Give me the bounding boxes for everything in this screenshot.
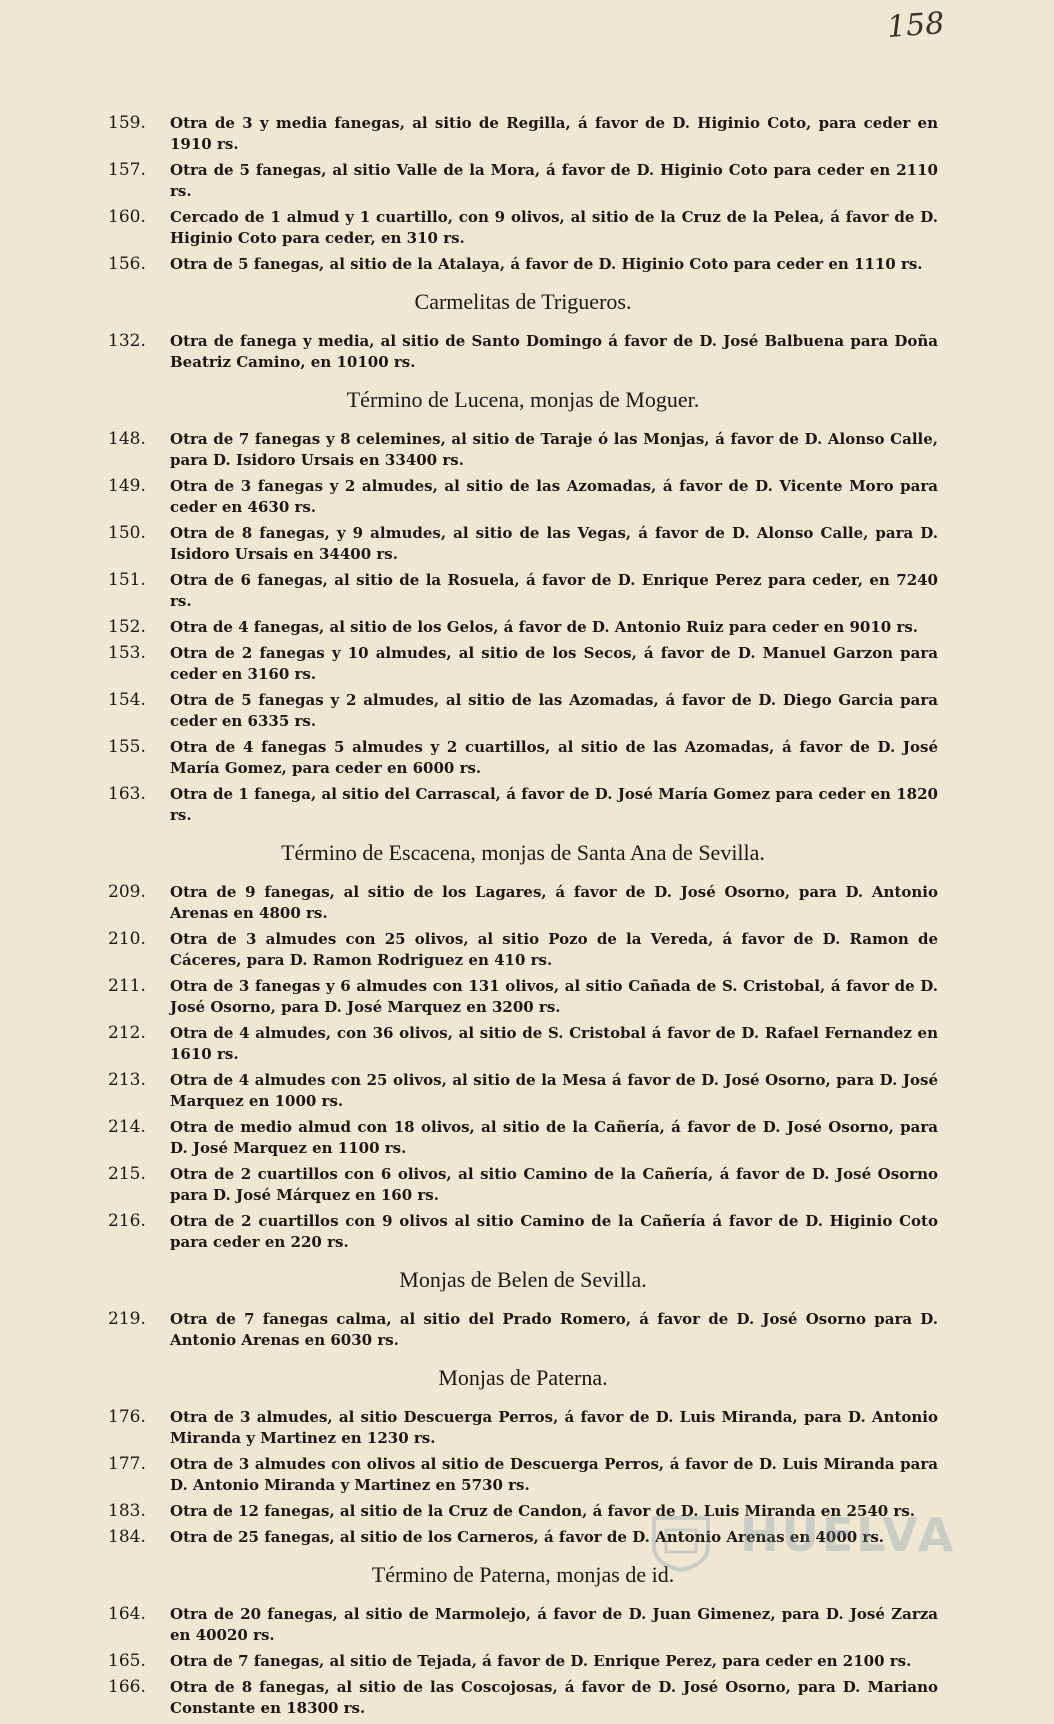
list-item	[108, 160, 938, 202]
entry-text: Otra de 7 fanegas calma, al sitio del Prado Romero, á favor de D. José Osorno para D. Antonio Arenas en 6030 rs.	[170, 1310, 938, 1349]
entry-number: 159.	[108, 113, 146, 133]
list-item	[108, 882, 938, 924]
entry-text: Otra de fanega y media, al sitio de Santo Domingo á favor de D. José Balbuena para Doña Beatriz Camino, en 10100 rs.	[170, 332, 938, 371]
entry-text: Otra de 4 fanegas 5 almudes y 2 cuartillos, al sitio de las Azomadas, á favor de D. José María Gomez, para ceder en 6000 rs.	[170, 738, 938, 777]
list-item	[108, 570, 938, 612]
entry-number: 156.	[108, 254, 146, 274]
entry-text: Otra de 4 fanegas, al sitio de los Gelos, á favor de D. Antonio Ruiz para ceder en 9010 rs.	[170, 618, 919, 636]
entry-number: 215.	[108, 1164, 146, 1184]
list-item	[108, 476, 938, 518]
section-heading: Monjas de Belen de Sevilla.	[399, 1267, 647, 1292]
entry-text: Otra de 5 fanegas, al sitio Valle de la Mora, á favor de D. Higinio Coto para ceder en 2110 rs.	[170, 161, 938, 200]
entry-text: Otra de 9 fanegas, al sitio de los Lagares, á favor de D. José Osorno, para D. Antonio Arenas en 4800 rs.	[170, 883, 938, 922]
entry-text: Otra de 8 fanegas, al sitio de las Coscojosas, á favor de D. José Osorno, para D. Mariano Constante en 18300 rs.	[170, 1678, 938, 1717]
list-item	[108, 643, 938, 685]
entry-text: Cercado de 1 almud y 1 cuartillo, con 9 olivos, al sitio de la Cruz de la Pelea, á favor de D. Higinio Coto para ceder, en 310 rs.	[170, 208, 938, 247]
entry-number: 149.	[108, 476, 146, 496]
list-item	[108, 690, 938, 732]
list-item	[108, 429, 938, 471]
list-item	[108, 1651, 938, 1672]
entry-number: 212.	[108, 1023, 146, 1043]
entry-text: Otra de 3 fanegas y 6 almudes con 131 olivos, al sitio Cañada de S. Cristobal, á favor de D. José Osorno, para D. José Marquez en 3200 rs.	[170, 977, 938, 1016]
list-item	[108, 331, 938, 373]
list-item	[108, 113, 938, 155]
list-item	[108, 737, 938, 779]
entry-text: Otra de 3 almudes con 25 olivos, al sitio Pozo de la Vereda, á favor de D. Ramon de Cáceres, para D. Ramon Rodriguez en 410 rs.	[170, 930, 938, 969]
entry-number: 155.	[108, 737, 146, 757]
entry-text: Otra de 3 fanegas y 2 almudes, al sitio de las Azomadas, á favor de D. Vicente Moro para ceder en 4630 rs.	[170, 477, 938, 516]
entry-number: 152.	[108, 617, 146, 637]
entry-number: 166.	[108, 1677, 146, 1697]
list-item	[108, 1454, 938, 1496]
entry-number: 183.	[108, 1501, 146, 1521]
section-heading: Monjas de Paterna.	[438, 1365, 608, 1390]
entry-number: 132.	[108, 331, 146, 351]
entry-number: 209.	[108, 882, 146, 902]
entry-number: 184.	[108, 1527, 146, 1547]
section-heading: Término de Paterna, monjas de id.	[371, 1562, 675, 1587]
entry-number: 148.	[108, 429, 146, 449]
entry-text: Otra de 3 almudes con olivos al sitio de Descuerga Perros, á favor de D. Luis Miranda para D. Antonio Miranda y Martinez en 5730 rs.	[170, 1455, 938, 1494]
entry-number: 219.	[108, 1309, 146, 1329]
entry-number: 154.	[108, 690, 146, 710]
section-heading: Carmelitas de Trigueros.	[414, 289, 632, 314]
watermark-text: HUELVA	[740, 1508, 957, 1562]
list-item	[108, 1117, 938, 1159]
entry-text: Otra de 2 cuartillos con 6 olivos, al sitio Camino de la Cañería, á favor de D. José Osorno para D. José Márquez en 160 rs.	[170, 1165, 938, 1204]
section-heading: Término de Lucena, monjas de Moguer.	[346, 387, 700, 412]
entry-number: 157.	[108, 160, 146, 180]
entry-number: 164.	[108, 1604, 146, 1624]
entry-number: 165.	[108, 1651, 146, 1671]
list-item	[108, 1023, 938, 1065]
page-number: 158	[885, 6, 946, 45]
shield-icon	[650, 1514, 712, 1572]
entry-number: 163.	[108, 784, 146, 804]
list-item	[108, 1070, 938, 1112]
entry-text: Otra de 2 fanegas y 10 almudes, al sitio de los Secos, á favor de D. Manuel Garzon para ceder en 3160 rs.	[170, 644, 938, 683]
list-item	[108, 784, 938, 826]
list-item	[108, 1309, 938, 1351]
entry-number: 151.	[108, 570, 146, 590]
entry-text: Otra de 7 fanegas, al sitio de Tejada, á favor de D. Enrique Perez, para ceder en 2100 rs.	[170, 1652, 912, 1670]
entry-text: Otra de 12 fanegas, al sitio de la Cruz de Candon, á favor de D. Luis Miranda en 2540 rs.	[170, 1502, 916, 1520]
entry-number: 150.	[108, 523, 146, 543]
list-item	[108, 207, 938, 249]
entry-text: Otra de 1 fanega, al sitio del Carrascal, á favor de D. José María Gomez para ceder en 1820 rs.	[170, 785, 938, 824]
document-content	[108, 113, 938, 1724]
list-item	[108, 1407, 938, 1449]
entry-text: Otra de 2 cuartillos con 9 olivos al sitio Camino de la Cañería á favor de D. Higinio Coto para ceder en 220 rs.	[170, 1212, 938, 1251]
section-heading: Término de Escacena, monjas de Santa Ana de Sevilla.	[281, 840, 765, 865]
entry-number: 176.	[108, 1407, 146, 1427]
entry-text: Otra de 25 fanegas, al sitio de los Carneros, á favor de D. Antonio Arenas en 4000 rs.	[170, 1528, 885, 1546]
entry-text: Otra de 8 fanegas, y 9 almudes, al sitio de las Vegas, á favor de D. Alonso Calle, para D. Isidoro Ursais en 34400 rs.	[170, 524, 938, 563]
entry-text: Otra de 5 fanegas y 2 almudes, al sitio de las Azomadas, á favor de D. Diego Garcia para ceder en 6335 rs.	[170, 691, 938, 730]
entry-number: 211.	[108, 976, 146, 996]
entry-text: Otra de 4 almudes con 25 olivos, al sitio de la Mesa á favor de D. José Osorno, para D. José Marquez en 1000 rs.	[170, 1071, 938, 1110]
list-item	[108, 617, 938, 638]
archive-watermark	[650, 1508, 980, 1578]
entry-number: 177.	[108, 1454, 146, 1474]
entry-text: Otra de 7 fanegas y 8 celemines, al sitio de Taraje ó las Monjas, á favor de D. Alonso Calle, para D. Isidoro Ursais en 33400 rs.	[170, 430, 938, 469]
list-item	[108, 523, 938, 565]
entry-number: 153.	[108, 643, 146, 663]
list-item	[108, 1677, 938, 1719]
entry-number: 216.	[108, 1211, 146, 1231]
list-item	[108, 1211, 938, 1253]
entry-text: Otra de 6 fanegas, al sitio de la Rosuela, á favor de D. Enrique Perez para ceder, en 7240 rs.	[170, 571, 938, 610]
entry-number: 160.	[108, 207, 146, 227]
list-item	[108, 1164, 938, 1206]
entry-text: Otra de 3 y media fanegas, al sitio de Regilla, á favor de D. Higinio Coto, para ceder en 1910 rs.	[170, 114, 938, 153]
entry-text: Otra de 3 almudes, al sitio Descuerga Perros, á favor de D. Luis Miranda, para D. Antonio Miranda y Martinez en 1230 rs.	[170, 1408, 938, 1447]
entry-number: 214.	[108, 1117, 146, 1137]
entry-text: Otra de 4 almudes, con 36 olivos, al sitio de S. Cristobal á favor de D. Rafael Fernandez en 1610 rs.	[170, 1024, 938, 1063]
entry-text: Otra de 20 fanegas, al sitio de Marmolejo, á favor de D. Juan Gimenez, para D. José Zarza en 40020 rs.	[170, 1605, 938, 1644]
entry-number: 210.	[108, 929, 146, 949]
list-item	[108, 254, 938, 275]
entry-text: Otra de 5 fanegas, al sitio de la Atalaya, á favor de D. Higinio Coto para ceder en 1110 rs.	[170, 255, 923, 273]
list-item	[108, 1604, 938, 1646]
list-item	[108, 929, 938, 971]
list-item	[108, 976, 938, 1018]
entry-text: Otra de medio almud con 18 olivos, al sitio de la Cañería, á favor de D. José Osorno, para D. José Marquez en 1100 rs.	[170, 1118, 938, 1157]
entry-number: 213.	[108, 1070, 146, 1090]
